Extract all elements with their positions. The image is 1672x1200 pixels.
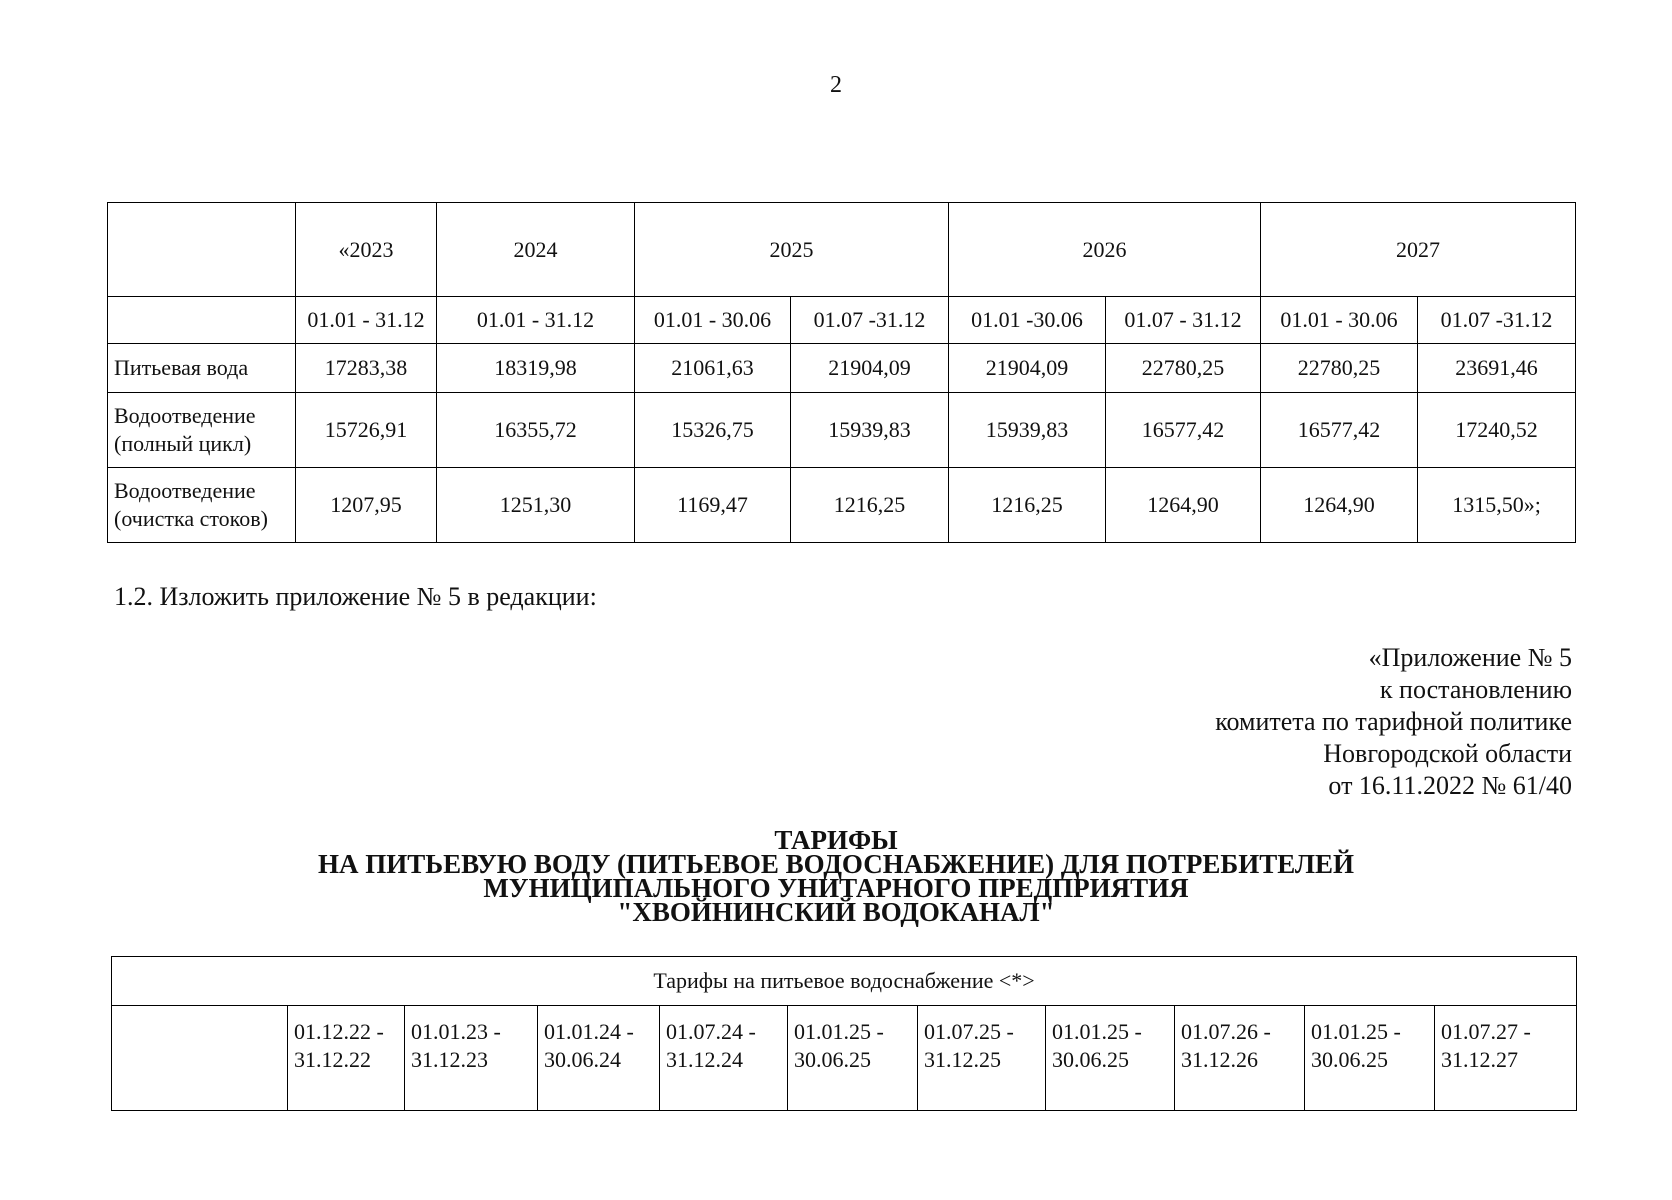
table-cell: 16355,72 xyxy=(437,393,635,468)
table-cell: 17240,52 xyxy=(1418,393,1576,468)
row-label-line: (очистка стоков) xyxy=(114,506,268,531)
period-header: 01.01 - 30.06 xyxy=(635,297,791,344)
appendix-line: «Приложение № 5 xyxy=(1368,643,1572,672)
period-header: 01.01 - 31.12 xyxy=(437,297,635,344)
period-start: 01.07.24 - xyxy=(666,1019,756,1044)
table-cell: 16577,42 xyxy=(1106,393,1261,468)
period-end: 31.12.26 xyxy=(1181,1047,1258,1072)
page-number: 2 xyxy=(830,72,842,98)
period-header xyxy=(1305,1006,1435,1111)
row-label: Питьевая вода xyxy=(108,344,296,393)
period-end: 31.12.25 xyxy=(924,1047,1001,1072)
period-header-row xyxy=(108,297,1576,344)
row-label-line: (полный цикл) xyxy=(114,431,252,456)
drinking-water-tariff-table xyxy=(111,956,1577,1111)
period-start: 01.01.25 - xyxy=(794,1019,884,1044)
period-start: 01.12.22 - xyxy=(294,1019,384,1044)
period-end: 31.12.23 xyxy=(411,1047,488,1072)
table-caption: Тарифы на питьевое водоснабжение <*> xyxy=(112,957,1577,1006)
year-header: 2025 xyxy=(635,203,949,297)
table-cell: 18319,98 xyxy=(437,344,635,393)
period-header: 01.07 - 31.12 xyxy=(1106,297,1261,344)
table-cell: 1216,25 xyxy=(791,468,949,543)
period-end: 31.12.27 xyxy=(1441,1047,1518,1072)
year-header: «2023 xyxy=(296,203,437,297)
table-cell: 15939,83 xyxy=(791,393,949,468)
period-header xyxy=(405,1006,538,1111)
table-cell: 15326,75 xyxy=(635,393,791,468)
year-header: 2024 xyxy=(437,203,635,297)
year-header: 2027 xyxy=(1261,203,1576,297)
table-cell: 1169,47 xyxy=(635,468,791,543)
period-header xyxy=(1046,1006,1175,1111)
document-title xyxy=(0,825,1672,927)
appendix-line: комитета по тарифной политике xyxy=(1215,707,1572,736)
period-header: 01.01 - 31.12 xyxy=(296,297,437,344)
appendix-line: от 16.11.2022 № 61/40 xyxy=(1328,771,1572,800)
period-end: 30.06.25 xyxy=(1311,1047,1388,1072)
table-row xyxy=(108,393,1576,468)
period-start: 01.01.25 - xyxy=(1311,1019,1401,1044)
table-cell: 16577,42 xyxy=(1261,393,1418,468)
table-cell: 15939,83 xyxy=(949,393,1106,468)
table-cell: 1251,30 xyxy=(437,468,635,543)
table-row xyxy=(108,468,1576,543)
tariff-table-2023-2027 xyxy=(107,202,1576,543)
appendix-header xyxy=(1215,642,1572,802)
period-header xyxy=(1175,1006,1305,1111)
table-cell: 22780,25 xyxy=(1106,344,1261,393)
period-header: 01.01 -30.06 xyxy=(949,297,1106,344)
table-cell: 21904,09 xyxy=(791,344,949,393)
title-line: ТАРИФЫ xyxy=(774,825,898,855)
corner-cell xyxy=(108,297,296,344)
table-cell: 1264,90 xyxy=(1261,468,1418,543)
caption-row xyxy=(112,957,1577,1006)
period-header-row xyxy=(112,1006,1577,1111)
table-cell: 1216,25 xyxy=(949,468,1106,543)
corner-cell xyxy=(112,1006,288,1111)
period-header xyxy=(918,1006,1046,1111)
period-start: 01.07.27 - xyxy=(1441,1019,1531,1044)
table-cell: 15726,91 xyxy=(296,393,437,468)
year-header: 2026 xyxy=(949,203,1261,297)
period-header: 01.07 -31.12 xyxy=(1418,297,1576,344)
row-label-line: Водоотведение xyxy=(114,403,256,428)
appendix-line: Новгородской области xyxy=(1323,739,1572,768)
table-cell: 21061,63 xyxy=(635,344,791,393)
period-header xyxy=(538,1006,660,1111)
table-row xyxy=(108,344,1576,393)
period-start: 01.01.24 - xyxy=(544,1019,634,1044)
period-header: 01.07 -31.12 xyxy=(791,297,949,344)
period-end: 30.06.25 xyxy=(794,1047,871,1072)
period-header: 01.01 - 30.06 xyxy=(1261,297,1418,344)
table-cell: 22780,25 xyxy=(1261,344,1418,393)
title-line: НА ПИТЬЕВУЮ ВОДУ (ПИТЬЕВОЕ ВОДОСНАБЖЕНИЕ) ДЛЯ ПОТРЕБИТЕЛЕЙ xyxy=(318,849,1354,879)
amendment-paragraph: 1.2. Изложить приложение № 5 в редакции: xyxy=(114,582,597,611)
period-header xyxy=(1435,1006,1577,1111)
period-end: 30.06.25 xyxy=(1052,1047,1129,1072)
period-start: 01.07.25 - xyxy=(924,1019,1014,1044)
period-start: 01.07.26 - xyxy=(1181,1019,1271,1044)
period-start: 01.01.23 - xyxy=(411,1019,501,1044)
period-end: 30.06.24 xyxy=(544,1047,621,1072)
period-header xyxy=(660,1006,788,1111)
table-cell: 17283,38 xyxy=(296,344,437,393)
period-header xyxy=(788,1006,918,1111)
table-cell: 1264,90 xyxy=(1106,468,1261,543)
table-cell: 1207,95 xyxy=(296,468,437,543)
corner-cell xyxy=(108,203,296,297)
table-cell: 1315,50»; xyxy=(1418,468,1576,543)
title-line: МУНИЦИПАЛЬНОГО УНИТАРНОГО ПРЕДПРИЯТИЯ xyxy=(483,873,1189,903)
period-end: 31.12.24 xyxy=(666,1047,743,1072)
period-start: 01.01.25 - xyxy=(1052,1019,1142,1044)
row-label-line: Водоотведение xyxy=(114,478,256,503)
period-header xyxy=(288,1006,405,1111)
table-cell: 23691,46 xyxy=(1418,344,1576,393)
title-line: "ХВОЙНИНСКИЙ ВОДОКАНАЛ" xyxy=(617,897,1055,927)
row-label xyxy=(108,393,296,468)
table-cell: 21904,09 xyxy=(949,344,1106,393)
appendix-line: к постановлению xyxy=(1379,675,1572,704)
row-label xyxy=(108,468,296,543)
year-header-row xyxy=(108,203,1576,297)
period-end: 31.12.22 xyxy=(294,1047,371,1072)
